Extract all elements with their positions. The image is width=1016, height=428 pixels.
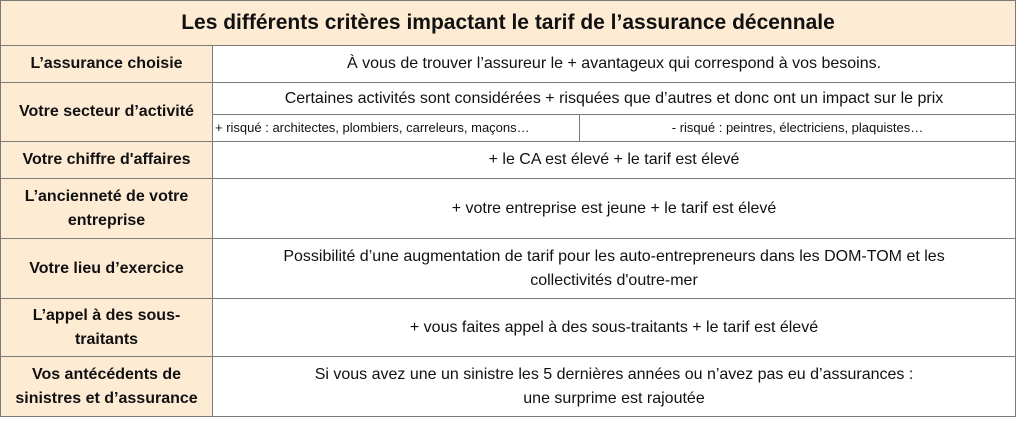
criterion-cell: [1, 179, 213, 239]
value-cell: À vous de trouver l’assureur le + avantageux qui correspond à vos besoins.: [213, 46, 1016, 83]
value-cell: Certaines activités sont considérées + risquées que d’autres et donc ont un impact sur le prix: [213, 83, 1016, 115]
value-cell: + vous faites appel à des sous-traitants + le tarif est élevé: [213, 299, 1016, 357]
value-cell: [213, 239, 1016, 299]
criterion-cell: [1, 357, 213, 417]
value-cell: + votre entreprise est jeune + le tarif est élevé: [213, 179, 1016, 239]
table-row: [1, 83, 1016, 115]
more-risky-cell: + risqué : architectes, plombiers, carreleurs, maçons…: [213, 115, 580, 142]
value-line: Si vous avez une un sinistre les 5 dernières années ou n’avez pas eu d’assurances :: [314, 365, 914, 383]
table-title: Les différents critères impactant le tarif de l’assurance décennale: [1, 1, 1016, 46]
criterion-cell: Votre chiffre d'affaires: [1, 142, 213, 179]
value-cell: [213, 357, 1016, 417]
criterion-cell: [1, 299, 213, 357]
table-row: [1, 299, 1016, 357]
title-row: [1, 1, 1016, 46]
table-row: [1, 46, 1016, 83]
criterion-line: sinistres et d’assurance: [15, 389, 198, 407]
criterion-cell: Votre secteur d’activité: [1, 83, 213, 142]
criterion-line: L’ancienneté de votre: [24, 187, 189, 205]
criterion-line: traitants: [74, 330, 139, 348]
table-row: [1, 179, 1016, 239]
value-line: collectivités d'outre-mer: [530, 271, 698, 289]
less-risky-cell: - risqué : peintres, électriciens, plaquistes…: [580, 115, 1016, 142]
value-cell: + le CA est élevé + le tarif est élevé: [213, 142, 1016, 179]
table-row: [1, 357, 1016, 417]
criterion-line: Vos antécédents de: [31, 365, 182, 383]
value-line: Possibilité d’une augmentation de tarif pour les auto-entrepreneurs dans les DOM-TOM et les: [283, 247, 945, 265]
table-row: [1, 142, 1016, 179]
criterion-line: entreprise: [67, 211, 146, 229]
value-line: une surprime est rajoutée: [523, 389, 705, 407]
criterion-cell: Votre lieu d’exercice: [1, 239, 213, 299]
criterion-line: L’appel à des sous-: [32, 306, 181, 324]
criterion-cell: L’assurance choisie: [1, 46, 213, 83]
table-row: [1, 239, 1016, 299]
